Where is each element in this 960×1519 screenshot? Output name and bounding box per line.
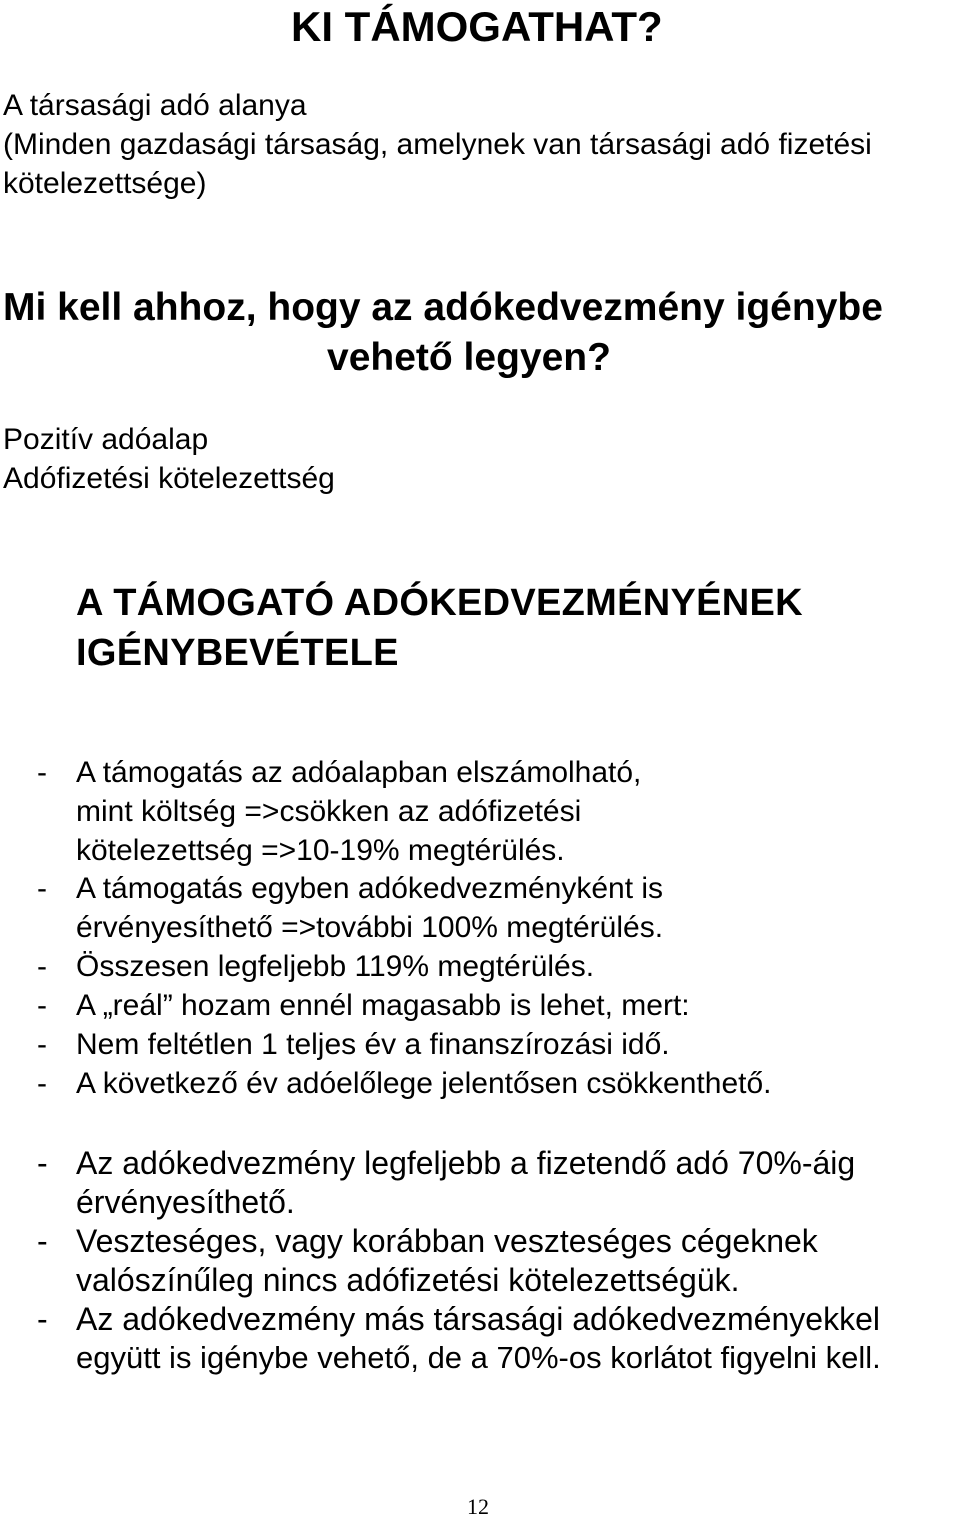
list-item: [37, 1301, 880, 1337]
text-line: Pozitív adóalap: [3, 423, 209, 456]
heading-requirements-line-1: Mi kell ahhoz, hogy az adókedvezmény igénybe: [3, 286, 883, 329]
list-item-line: Veszteséges, vagy korábban veszteséges cégeknek: [76, 1223, 818, 1259]
bullet-dash: -: [37, 989, 47, 1022]
list-item: [37, 1145, 856, 1181]
list-item-line: A támogatás az adóalapban elszámolható,: [76, 756, 642, 789]
bullet-dash: -: [37, 1301, 48, 1337]
bullet-dash: -: [37, 872, 47, 905]
list-item: [37, 872, 664, 905]
list-item-line: érvényesíthető.: [76, 1184, 295, 1220]
list-item-line: érvényesíthető =>további 100% megtérülés.: [76, 911, 664, 944]
heading-who-can-support: KI TÁMOGATHAT?: [291, 3, 663, 50]
list-item: [37, 1028, 670, 1061]
text-line: (Minden gazdasági társaság, amelynek van társasági adó fizetési: [3, 128, 872, 161]
list-item: [37, 756, 642, 789]
list-item-line: mint költség =>csökken az adófizetési: [76, 795, 582, 828]
list-item-line: A következő év adóelőlege jelentősen csökkenthető.: [76, 1067, 772, 1100]
list-item-line: Az adókedvezmény legfeljebb a fizetendő adó 70%-áig: [76, 1145, 856, 1181]
bullet-dash: -: [37, 1028, 47, 1061]
list-item: [37, 1223, 818, 1259]
list-item-line: Nem feltétlen 1 teljes év a finanszírozási idő.: [76, 1028, 670, 1061]
list-item: [37, 989, 690, 1022]
text-line: Adófizetési kötelezettség: [3, 462, 335, 495]
bullet-dash: -: [37, 1145, 48, 1181]
heading-claiming-line-1: A TÁMOGATÓ ADÓKEDVEZMÉNYÉNEK: [76, 582, 803, 624]
text-line: A társasági adó alanya: [3, 89, 307, 122]
heading-claiming-line-2: IGÉNYBEVÉTELE: [76, 632, 399, 674]
list-item-line: valószínűleg nincs adófizetési kötelezettségük.: [76, 1262, 740, 1298]
bullet-dash: -: [37, 1067, 47, 1100]
list-item-line: A „reál” hozam ennél magasabb is lehet, mert:: [76, 989, 690, 1022]
bullet-dash: -: [37, 950, 47, 983]
bullet-dash: -: [37, 1223, 48, 1259]
list-item-line: együtt is igénybe vehető, de a 70%-os korlátot figyelni kell.: [76, 1340, 881, 1375]
heading-requirements-line-2: vehető legyen?: [327, 336, 611, 379]
text-line: kötelezettsége): [3, 167, 207, 200]
list-item: [37, 1067, 772, 1100]
list-item-line: Az adókedvezmény más társasági adókedvezményekkel: [76, 1301, 880, 1337]
page-number: 12: [467, 1494, 489, 1519]
list-item-line: A támogatás egyben adókedvezményként is: [76, 872, 664, 905]
list-item-line: kötelezettség =>10-19% megtérülés.: [76, 834, 565, 867]
list-item: [37, 950, 595, 983]
list-item-line: Összesen legfeljebb 119% megtérülés.: [76, 950, 595, 983]
bullet-dash: -: [37, 756, 47, 789]
